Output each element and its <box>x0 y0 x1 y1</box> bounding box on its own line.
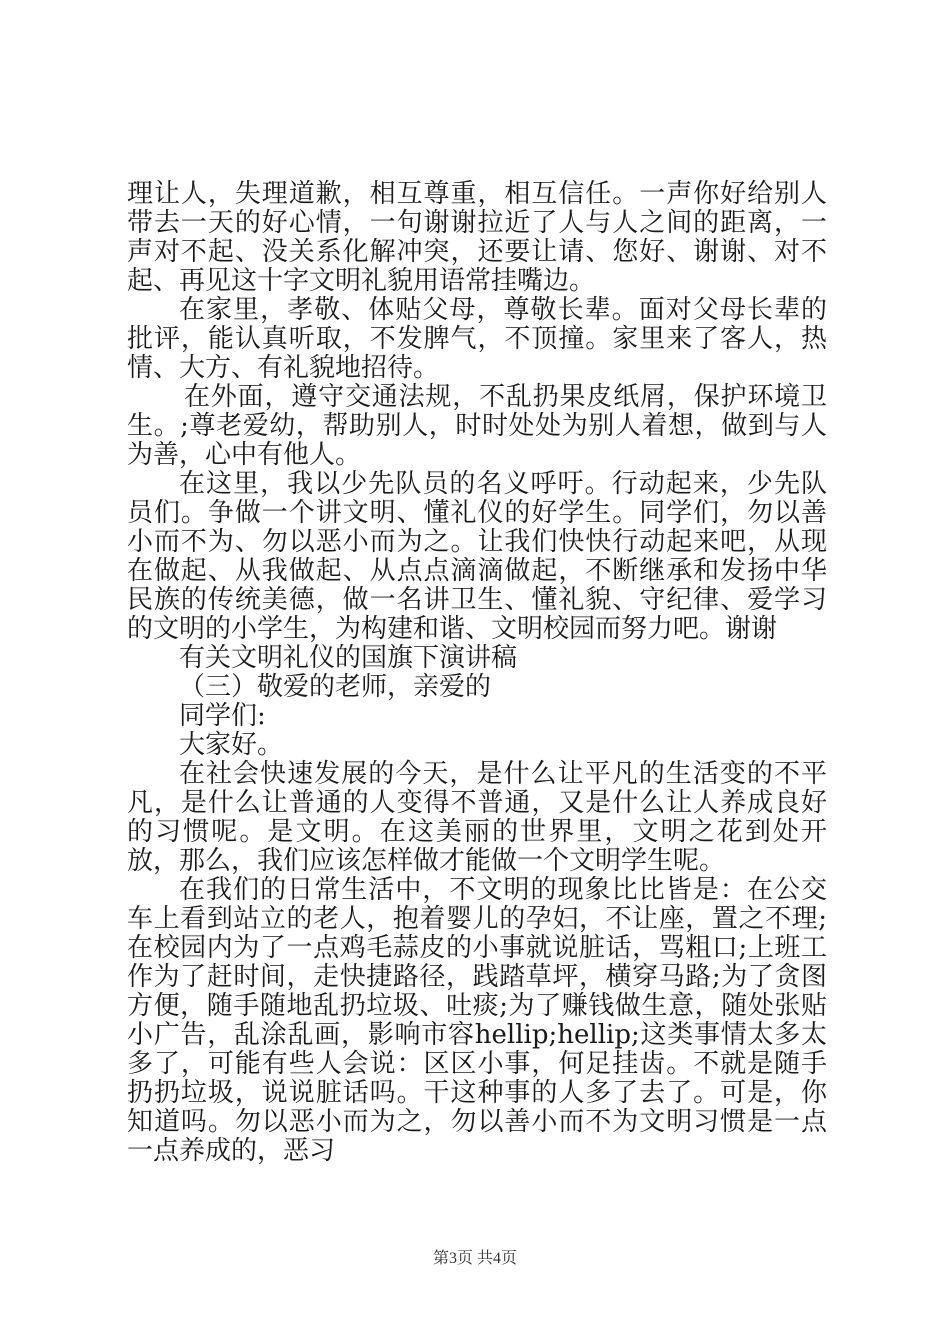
page-number-footer: 第3页 共4页 <box>432 1250 517 1267</box>
paragraph-outside: 在外面，遵守交通法规，不乱扔果皮纸屑，保护环境卫生。;尊老爱幼，帮助别人，时时处处为别人着想，做到与人为善，心中有他人。 <box>127 382 827 470</box>
salutation-students: 同学们: <box>179 701 266 731</box>
paragraph-at-home: 在家里，孝敬、体贴父母，尊敬长辈。面对父母长辈的批评，能认真听取，不发脾气，不顶撞。家里来了客人，热情、大方、有礼貌地招待。 <box>127 295 827 383</box>
speech-section-heading: （三）敬爱的老师，亲爱的 <box>179 672 492 702</box>
paragraph-society-development: 在社会快速发展的今天，是什么让平凡的生活变的不平凡，是什么让普通的人变得不普通，又是什么让人养成良好的习惯呢。是文明。在这美丽的世界里，文明之花到处开放，那么，我们应该怎样做才能做一个文明学生呢。 <box>127 759 827 876</box>
speech-title: 有关文明礼仪的国旗下演讲稿 <box>179 643 518 673</box>
paragraph-daily-life: 在我们的日常生活中，不文明的现象比比皆是：在公交车上看到站立的老人，抱着婴儿的孕妇，不让座，置之不理;在校园内为了一点鸡毛蒜皮的小事就说脏话，骂粗口;上班工作为了赶时间，走快捷路径，践踏草坪，横穿马路;为了贪图方便，随手随地乱扔垃圾、吐痰;为了赚钱做生意，随处张贴小广告，乱涂乱画，影响市容hellip;hellip;这类事情太多太多了，可能有些人会说：区区小事，何足挂齿。不就是随手扔扔垃圾，说说脏话吗。干这种事的人多了去了。可是，你知道吗。勿以恶小而为之，勿以善小而不为文明习惯是一点一点养成的，恶习 <box>127 875 827 1166</box>
paragraph-appeal: 在这里，我以少先队员的名义呼吁。行动起来，少先队员们。争做一个讲文明、懂礼仪的好学生。同学们，勿以善小而不为、勿以恶小而为之。让我们快快行动起来吧，从现在做起、从我做起、从点点滴滴做起，不断继承和发扬中华民族的传统美德，做一名讲卫生、懂礼貌、守纪律、爱学习的文明的小学生，为构建和谐、文明校园而努力吧。谢谢 <box>127 469 827 644</box>
greeting: 大家好。 <box>179 730 284 760</box>
document-body <box>127 180 827 1166</box>
paragraph-courtesy-continuation: 理让人，失理道歉，相互尊重，相互信任。一声你好给别人带去一天的好心情，一句谢谢拉近了人与人之间的距离，一声对不起、没关系化解冲突，还要让请、您好、谢谢、对不起、再见这十字文明礼貌用语常挂嘴边。 <box>127 179 827 296</box>
